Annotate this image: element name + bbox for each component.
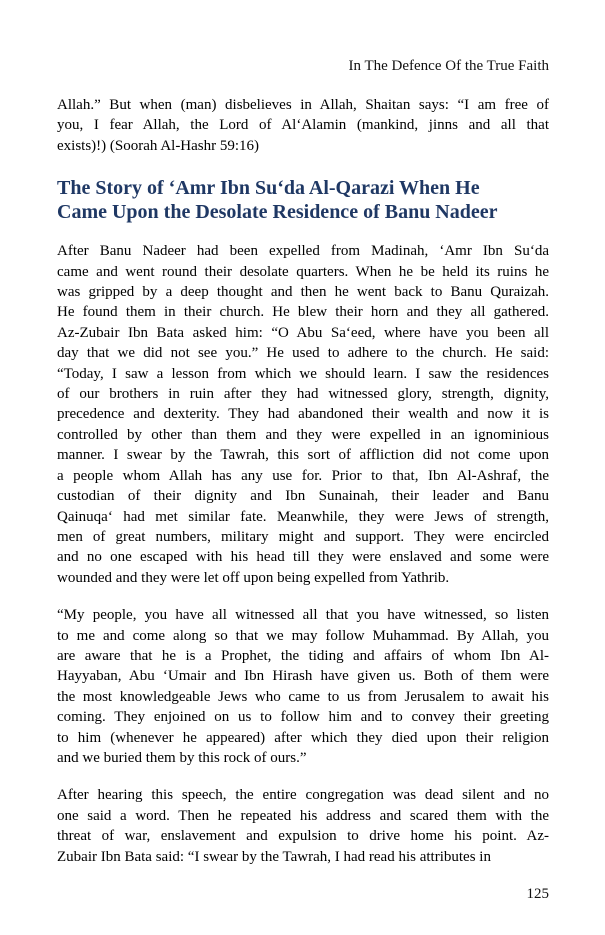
heading-line: Came Upon the Desolate Residence of Banu Nadeer	[57, 201, 498, 224]
text-line: manner. I swear by the Tawrah, this sort of affliction did not come upon	[57, 447, 549, 464]
text-line: He found them in their church. He blew their horn and they all gathered.	[57, 304, 549, 321]
body-paragraph	[57, 95, 549, 156]
text-line: and we buried them by this rock of ours.”	[57, 749, 307, 766]
text-line: Allah.” But when (man) disbelieves in Allah, Shaitan says: “I am free of	[57, 97, 549, 113]
text-line: “Today, I saw a lesson from which we should learn. I saw the residences	[57, 365, 549, 382]
body-paragraph	[57, 785, 549, 867]
text-line: custodian of their dignity and Ibn Sunainah, their leader and Banu	[57, 488, 549, 505]
text-line: After Banu Nadeer had been expelled from Madinah, ‘Amr Ibn Su‘da	[57, 243, 549, 260]
text-line: wounded and they were let off upon being expelled from Yathrib.	[57, 569, 450, 586]
text-line: men of great numbers, military might and support. They were encircled	[57, 528, 549, 545]
text-line: Qainuqa‘ had met similar fate. Meanwhile, they were Jews of strength,	[57, 508, 549, 525]
text-line: and no one escaped with his head till they were enslaved and some were	[57, 549, 549, 566]
document-page	[57, 58, 549, 904]
text-line: Hayyaban, Abu ‘Umair and Ibn Hirash have given us. Both of them were	[57, 668, 549, 685]
text-line: to him (whenever he appeared) after which they died upon their religion	[57, 729, 549, 746]
body-paragraph	[57, 241, 549, 588]
section-heading	[57, 176, 549, 224]
running-header: In The Defence Of the True Faith	[348, 58, 549, 74]
page-number: 125	[526, 886, 549, 902]
text-line: day that we did not see you.” He used to adhere to the church. He said:	[57, 345, 549, 362]
text-line: the most knowledgeable Jews who came to us from Jerusalem to await his	[57, 688, 549, 705]
heading-line: The Story of ‘Amr Ibn Su‘da Al-Qarazi When He	[57, 177, 480, 200]
text-line: “My people, you have all witnessed all that you have witnessed, so listen	[57, 607, 549, 624]
text-line: coming. They enjoined on us to follow him and to convey their greeting	[57, 709, 549, 726]
body-paragraph	[57, 605, 549, 768]
text-line: you, I fear Allah, the Lord of Al‘Alamin (mankind, jinns and all that	[57, 117, 549, 134]
text-line: exists)!) (Soorah Al-Hashr 59:16)	[57, 137, 260, 154]
text-line: controlled by other than them and they were expelled in an ignominious	[57, 426, 549, 443]
text-line: came and went round their desolate quarters. When he be held its ruins he	[57, 263, 549, 280]
text-line: Az-Zubair Ibn Bata asked him: “O Abu Sa‘eed, where have you been all	[57, 324, 549, 341]
text-line: was gripped by a deep thought and then he went back to Banu Quraizah.	[57, 284, 549, 301]
document-body	[57, 95, 549, 867]
text-line: After hearing this speech, the entire congregation was dead silent and no	[57, 787, 549, 804]
text-line: precedence and dexterity. They had abandoned their wealth and now it is	[57, 406, 549, 423]
text-line: a people whom Allah has any use for. Prior to that, Ibn Al-Ashraf, the	[57, 467, 549, 484]
text-line: threat of war, enslavement and expulsion to drive home his point. Az-	[57, 828, 549, 845]
text-line: to me and come along so that we may follow Muhammad. By Allah, you	[57, 627, 549, 644]
text-line: of our brothers in ruin after they had witnessed glory, strength, dignity,	[57, 386, 549, 403]
text-line: Zubair Ibn Bata said: “I swear by the Tawrah, I had read his attributes in	[57, 848, 491, 865]
text-line: are aware that he is a Prophet, the tiding and affairs of whom Ibn Al-	[57, 647, 549, 664]
text-line: one said a word. Then he repeated his address and scared them with the	[57, 807, 549, 824]
